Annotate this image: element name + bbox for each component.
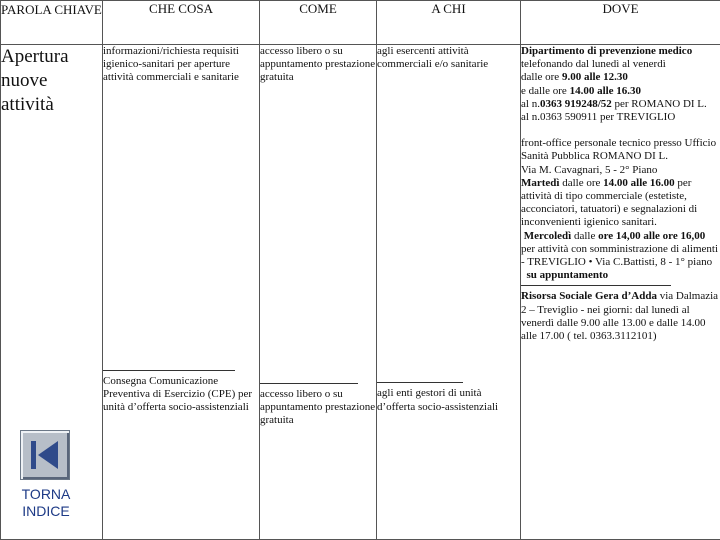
cosa-row2-text: Consegna Comunicazione Preventiva di Esercizio (CPE) per unità d’offerta socio-assistenziali (103, 374, 253, 414)
divider-rule (377, 382, 463, 383)
come-cell (260, 45, 377, 540)
divider-rule (103, 370, 235, 371)
dipartimento-hours-2: e dalle ore 14.00 alle 16.30 (521, 84, 642, 97)
torna-indice-label[interactable]: TORNA INDICE (21, 486, 71, 519)
risorsa-title: Risorsa Sociale Gera d’Adda (521, 290, 657, 303)
dipartimento-number-treviglio: al n.0363 590911 per TREVIGLIO (521, 111, 676, 124)
front-office-block (521, 137, 720, 282)
dipartimento-hours-1: dalle ore 9.00 alle 12.30 (521, 71, 628, 84)
cosa-cell (103, 45, 260, 540)
chi-cell (377, 45, 521, 540)
divider-rule (260, 383, 358, 384)
table-row (1, 45, 720, 540)
front-office-text: front-office personale tecnico presso Ufficio Sanità Pubblica ROMANO DI L. (521, 137, 717, 163)
tuesday-hours: Martedì dalle ore 14.00 alle 16.00 per attività di tipo commerciale (estetiste, acconciatori, tatuatori) e segnalazioni di inconvenienti igienico sanitari. (521, 176, 698, 229)
header-come: COME (260, 1, 377, 45)
skip-back-icon (28, 438, 62, 472)
chi-row1-text: agli esercenti attività commerciali e/o sanitarie (377, 45, 489, 71)
address-treviglio: - TREVIGLIO • Via C.Battisti, 8 - 1° piano (521, 256, 713, 269)
header-a-chi: A CHI (377, 1, 521, 45)
appointment-text: su appuntamento (526, 269, 609, 282)
come-row2-text: accesso libero o su appuntamento prestazione gratuita (260, 387, 376, 427)
keyword-text: Apertura nuove attività (1, 46, 69, 115)
torna-indice-button[interactable] (20, 430, 70, 480)
dipartimento-block (521, 45, 720, 124)
risorsa-block (521, 290, 720, 343)
header-che-cosa: CHE COSA (103, 1, 260, 45)
header-dove: DOVE (521, 1, 720, 45)
dipartimento-phone-text: telefonando dal lunedì al venerdì (521, 58, 666, 71)
header-row (1, 1, 720, 45)
chi-row2-text: agli enti gestori di unità d’offerta socio-assistenziali (377, 387, 499, 413)
dipartimento-number-romano: al n.0363 919248/52 per ROMANO DI L. (521, 97, 707, 110)
risorsa-address: via Dalmazia 2 – Treviglio - nei giorni: dal lunedì al venerdì dalle 9.00 alle 13.00 e dalle 14.00 alle 17.00 ( tel. 0363.3112101) (521, 290, 719, 343)
address-romano: Via M. Cavagnari, 5 - 2° Piano (521, 163, 658, 176)
dipartimento-title: Dipartimento di prevenzione medico (521, 45, 693, 57)
come-row1-text: accesso libero o su appuntamento prestazione gratuita (260, 45, 376, 84)
divider-rule (521, 285, 671, 286)
wednesday-hours: Mercoledì dalle ore 14,00 alle ore 16,00 per attività con somministrazione di alimenti (521, 229, 719, 255)
header-parola-chiave: PAROLA CHIAVE (1, 1, 103, 45)
dove-cell (521, 45, 720, 540)
cosa-row1-text: informazioni/richiesta requisiti igienico-sanitari per aperture attività commerciali e sanitarie (103, 45, 239, 84)
